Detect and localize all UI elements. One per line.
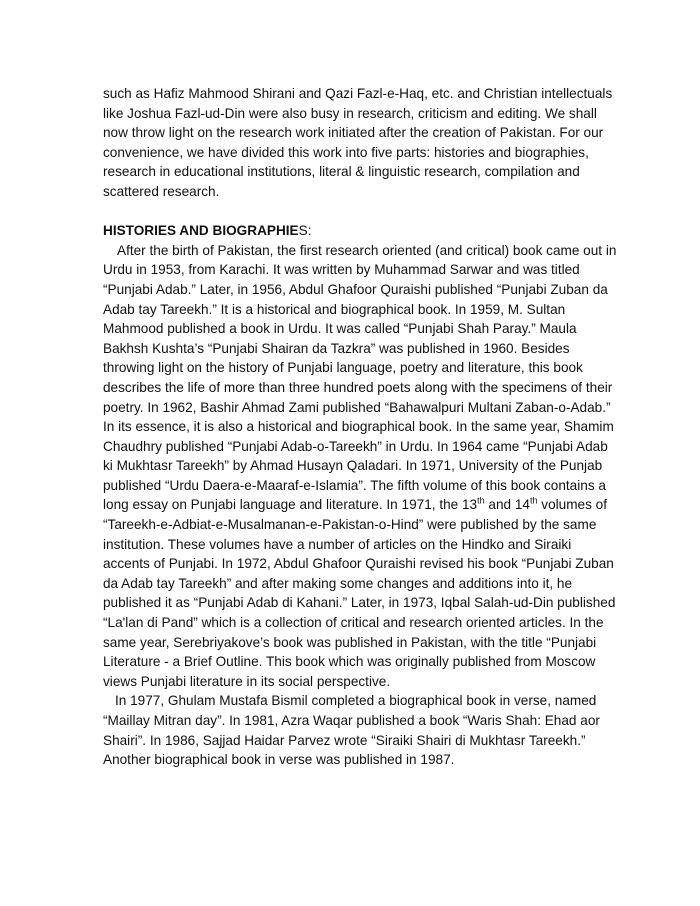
section-heading [103,221,621,241]
body-paragraph-1 [103,241,621,692]
paragraph-1-part-a: After the birth of Pakistan, the first research oriented (and critical) book came out in Urdu in 1953, from Karachi. It was written by Muhammad Sarwar and was titled “Punjabi Adab.” Later, in 1956, Abdul Ghafoor Quraishi published “Punjabi Zuban da Adab tay Tareekh.” It is a historical and biographical book. In 1959, M. Sultan Mahmood published a book in Urdu. It was called “Punjabi Shah Paray.” Maula Bakhsh Kushta’s “Punjabi Shairan da Tazkra” was published in 1960. Besides throwing light on the history of Punjabi language, poetry and literature, this book describes the life of more than three hundred poets along with the specimens of their poetry. In 1962, Bashir Ahmad Zami published “Bahawalpuri Multani Zaban-o-Adab.” In its essence, it is also a historical and biographical book. In the same year, Shamim Chaudhry published “Punjabi Adab-o-Tareekh” in Urdu. In 1964 came “Punjabi Adab ki Mukhtasr Tareekh” by Ahmad Husayn Qaladari. In 1971, University of the Punjab published “Urdu Daera-e-Maaraf-e-Islamia”. The fifth volume of this book contains a long essay on Punjabi language and literature. In 1971, the [103,242,617,513]
section-heading-bold: HISTORIES AND BIOGRAPHIE [103,223,299,239]
volume-number-13: 13 [462,497,478,513]
body-paragraph-2: In 1977, Ghulam Mustafa Bismil completed a biographical book in verse, named “Maillay Mitran day”. In 1981, Azra Waqar published a book “Waris Shah: Ehad aor Shairi”. In 1986, Sajjad Haidar Parvez wrote “Siraiki Shairi di Mukhtasr Tareekh.” Another biographical book in verse was published in 1987. [103,693,600,768]
paragraph-1-part-c: volumes of “Tareekh-e-Adbiat-e-Musalmanan-e-Pakistan-o-Hind” were published by the same institution. These volumes have a number of articles on the Hindko and Siraiki accents of Punjabi. In 1972, Abdul Ghafoor Quraishi revised his book “Punjabi Zuban da Adab tay Tareekh” and after making some changes and additions into it, he published it as “Punjabi Adab di Kahani.” Later, in 1973, Iqbal Salah-ud-Din published “La'lan di Pand” which is a collection of critical and research oriented articles. In the same year, Serebriyakove’s book was published in Pakistan, with the title “Punjabi Literature - a Brief Outline. This book which was originally published from Moscow views Punjabi literature in its social perspective. [103,497,616,689]
paragraph-1-part-b: and [484,497,515,513]
volume-number-14: 14 [514,497,530,513]
section-heading-tail: S: [298,223,312,239]
ordinal-suffix-13: th [477,495,485,506]
ordinal-suffix-14: th [530,495,538,506]
intro-paragraph: such as Hafiz Mahmood Shirani and Qazi Fazl-e-Haq, etc. and Christian intellectuals like Joshua Fazl-ud-Din were also busy in research, criticism and editing. We shall now throw light on the research work initiated after the creation of Pakistan. For our convenience, we have divided this work into five parts: histories and biographies, research in educational institutions, literal & linguistic research, compilation and scattered research. [103,86,613,199]
document-page [103,84,621,770]
